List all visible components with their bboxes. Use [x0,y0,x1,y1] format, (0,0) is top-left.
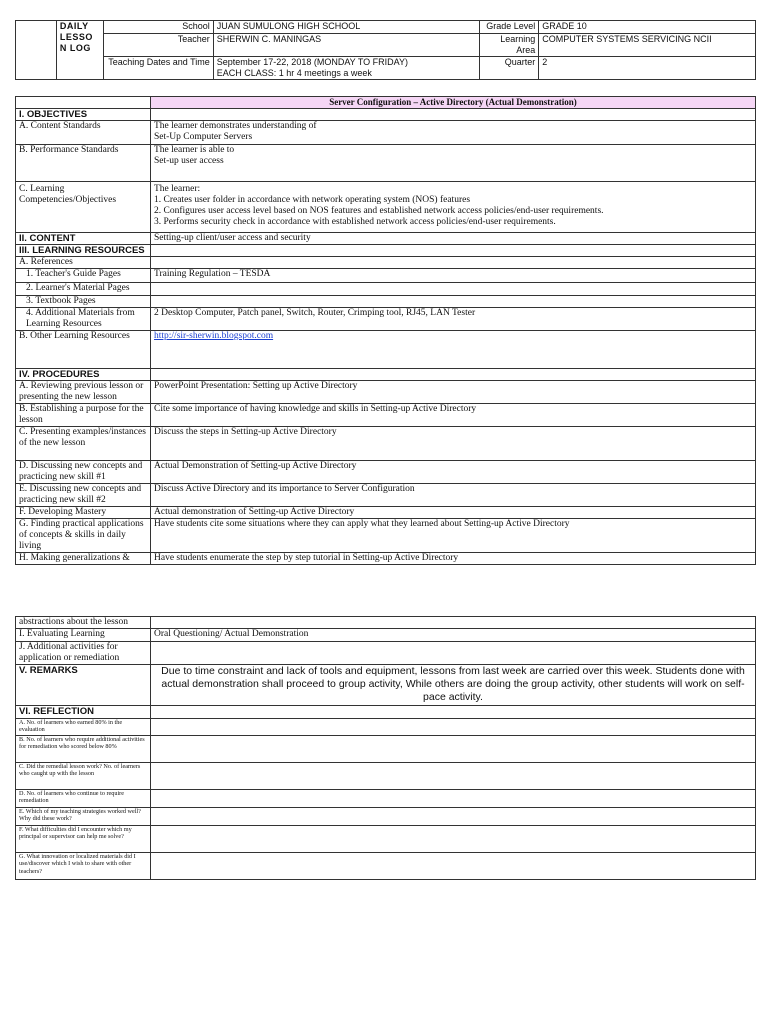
tg-pages-label: 1. Teacher's Guide Pages [16,269,151,283]
performance-standards-value [151,145,756,182]
remarks-heading: V. REMARKS [16,665,151,706]
teacher-value: SHERWIN C. MANINGAS [213,34,480,57]
h-continued-label: abstractions about the lesson [16,617,151,629]
textbook-pages-label: 3. Textbook Pages [16,296,151,308]
procedure-value: Have students enumerate the step by step tutorial in Setting-up Active Directory [151,553,756,565]
reflection-item: G. What innovation or localized materials did I use/discover which I wish to share with other teachers? [16,853,151,880]
additional-activities-label: J. Additional activities for application or remediation [16,642,151,665]
resources-heading: III. LEARNING RESOURCES [16,245,151,257]
procedures-heading: IV. PROCEDURES [16,369,151,381]
content-standards-line-2: Set-Up Computer Servers [154,132,253,142]
quarter-label: Quarter [480,57,539,80]
grade-label: Grade Level [480,21,539,34]
competencies-label: C. Learning Competencies/Objectives [16,182,151,233]
procedure-label: G. Finding practical applications of concepts & skills in daily living [16,519,151,553]
lesson-title: Server Configuration – Active Directory (Actual Demonstration) [151,97,756,109]
content-heading: II. CONTENT [16,233,151,245]
lesson-table-continued [15,616,756,880]
dates-label: Teaching Dates and Time [103,57,213,80]
procedure-label: H. Making generalizations & [16,553,151,565]
performance-line-1: The learner is able to [154,145,235,155]
teacher-label: Teacher [103,34,213,57]
lm-pages-label: 2. Learner's Material Pages [16,283,151,296]
content-standards-value [151,121,756,145]
reflection-item: E. Which of my teaching strategies worked well? Why did these work? [16,808,151,826]
reflection-item: B. No. of learners who require additional activities for remediation who scored below 80% [16,736,151,763]
competencies-value [151,182,756,233]
remarks-value: Due to time constraint and lack of tools and equipment, lessons from last week are carried over this week. Students done with actual demonstration shall proceed to group activity, While others are doing the group activity, other students will work on self-pace activity. [151,665,756,706]
tg-pages-value: Training Regulation – TESDA [151,269,756,283]
school-value: JUAN SUMULONG HIGH SCHOOL [213,21,480,34]
procedure-label: C. Presenting examples/instances of the new lesson [16,427,151,461]
reflection-item: F. What difficulties did I encounter which my principal or supervisor can help me solve? [16,826,151,853]
lesson-table [15,96,756,565]
grade-value: GRADE 10 [539,21,756,34]
area-value: COMPUTER SYSTEMS SERVICING NCII [539,34,756,57]
dll-label: DAILY LESSO N LOG [56,21,103,80]
performance-standards-label: B. Performance Standards [16,145,151,182]
content-standards-line-1: The learner demonstrates understanding of [154,121,317,131]
header-table [15,20,756,80]
blog-link[interactable]: http://sir-sherwin.blogspot.com [154,331,274,341]
content-value: Setting-up client/user access and security [151,233,756,245]
quarter-value: 2 [539,57,756,80]
procedure-label: F. Developing Mastery [16,507,151,519]
references-label: A. References [16,257,151,269]
reflection-item: D. No. of learners who continue to require remediation [16,790,151,808]
competency-item: 2. Configures user access level based on NOS features and established network access policies/end-user requirements. [154,206,604,216]
procedure-label: A. Reviewing previous lesson or presenting the new lesson [16,381,151,404]
title-spacer [16,97,151,109]
dates-line-2: EACH CLASS: 1 hr 4 meetings a week [216,68,372,78]
school-label: School [103,21,213,34]
procedure-label: E. Discussing new concepts and practicing new skill #2 [16,484,151,507]
reflection-item: A. No. of learners who earned 80% in the evaluation [16,719,151,736]
procedure-value: Cite some importance of having knowledge and skills in Setting-up Active Directory [151,404,756,427]
dates-line-1: September 17-22, 2018 (MONDAY TO FRIDAY) [216,57,409,67]
reflection-item: C. Did the remedial lesson work? No. of learners who caught up with the lesson [16,763,151,790]
additional-materials-value: 2 Desktop Computer, Patch panel, Switch, Router, Crimping tool, RJ45, LAN Tester [151,308,756,331]
dates-value [213,57,480,80]
procedure-value: Actual demonstration of Setting-up Active Directory [151,507,756,519]
procedure-value: Discuss Active Directory and its importance to Server Configuration [151,484,756,507]
reflection-heading: VI. REFLECTION [16,706,151,719]
procedure-label: B. Establishing a purpose for the lesson [16,404,151,427]
evaluating-value: Oral Questioning/ Actual Demonstration [151,629,756,642]
area-label: Learning Area [480,34,539,57]
competency-item: 1. Creates user folder in accordance with network operating system (NOS) features [154,195,471,205]
evaluating-label: I. Evaluating Learning [16,629,151,642]
content-standards-label: A. Content Standards [16,121,151,145]
other-resources-label: B. Other Learning Resources [16,331,151,369]
competency-item: 3. Performs security check in accordance with established network access policies/end-user requirements. [154,217,556,227]
performance-line-2: Set-up user access [154,156,224,166]
procedure-label: D. Discussing new concepts and practicing new skill #1 [16,461,151,484]
competencies-intro: The learner: [154,184,201,194]
additional-materials-label: 4. Additional Materials from Learning Resources [16,308,151,331]
header-spacer [16,21,57,80]
procedure-value: PowerPoint Presentation: Setting up Active Directory [151,381,756,404]
objectives-heading: I. OBJECTIVES [16,109,151,121]
procedure-value: Discuss the steps in Setting-up Active Directory [151,427,756,461]
procedure-value: Have students cite some situations where they can apply what they learned about Setting-up Active Directory [151,519,756,553]
procedure-value: Actual Demonstration of Setting-up Active Directory [151,461,756,484]
